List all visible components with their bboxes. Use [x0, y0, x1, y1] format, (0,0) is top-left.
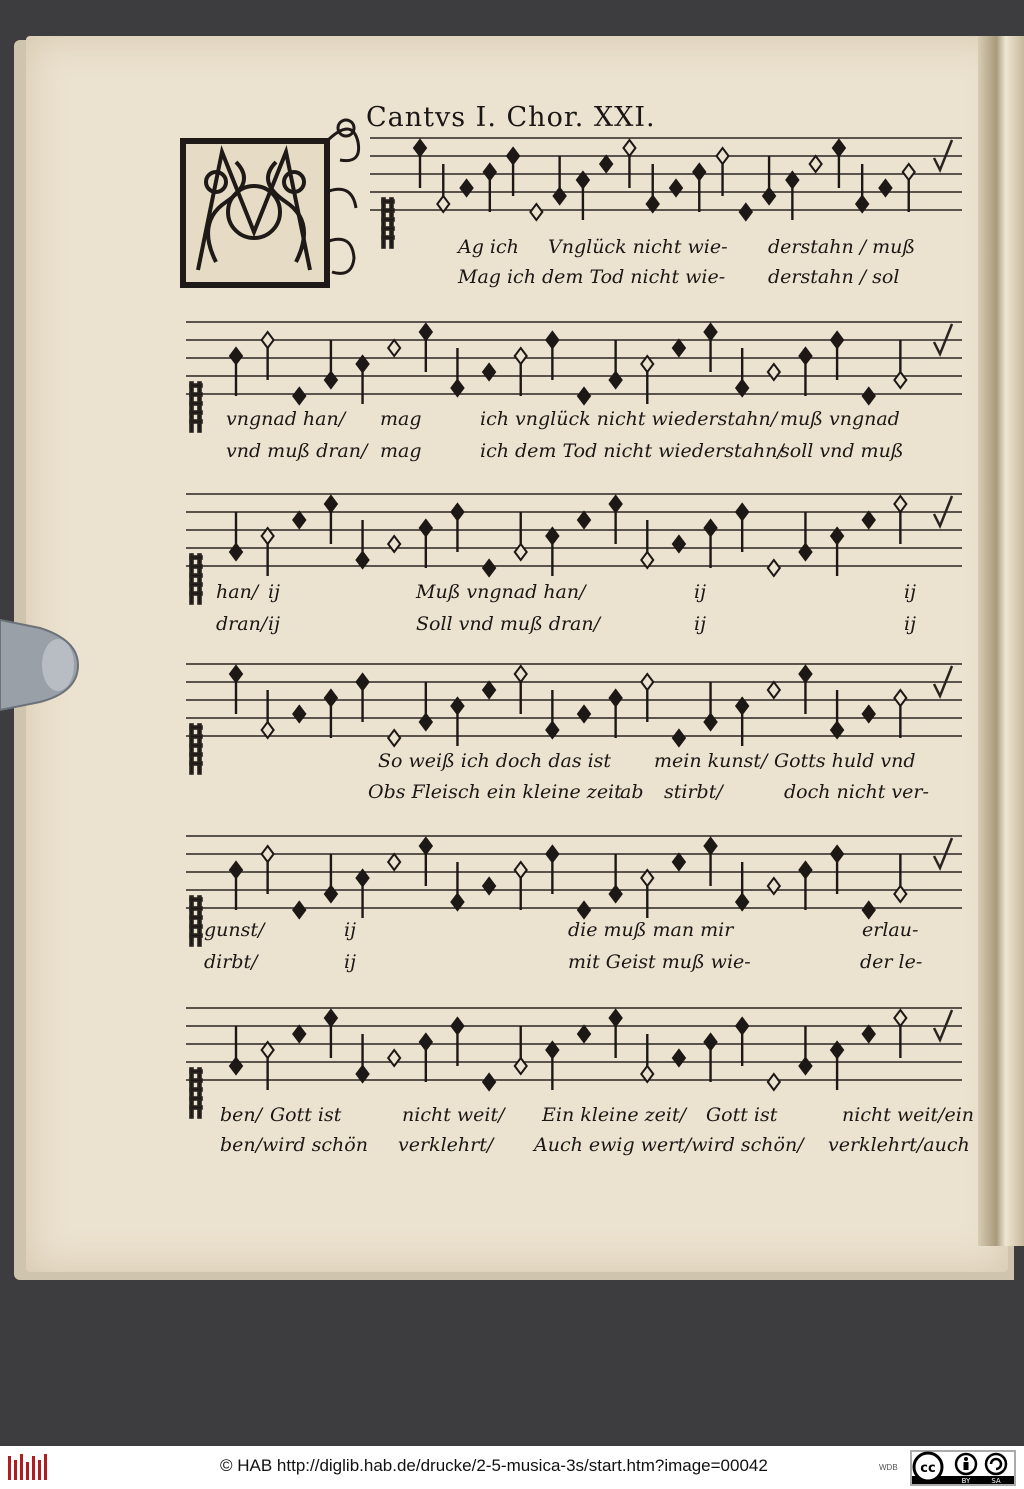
note — [546, 332, 558, 380]
note — [740, 204, 752, 220]
wdb-label: WDB — [879, 1463, 898, 1472]
note — [230, 512, 242, 560]
note — [831, 690, 843, 738]
note — [578, 1026, 590, 1042]
lyric-s5a-1: ij — [344, 919, 356, 941]
note — [262, 332, 274, 380]
lyric-s2b-1: mag — [380, 440, 422, 462]
note — [230, 1026, 242, 1074]
note — [831, 332, 843, 380]
lyric-s4a-0: So weiß ich doch das ist — [378, 750, 612, 772]
lyric-s6b-3: Auch ewig wert/wird schön/ — [534, 1134, 804, 1156]
lyric-s3b-1: ij — [268, 613, 280, 635]
lyric-s5a-0: gunst/ — [204, 919, 265, 941]
note — [388, 536, 400, 552]
lyric-s3a-1: ij — [268, 581, 280, 603]
note — [673, 340, 685, 356]
note — [357, 870, 369, 918]
custos-icon — [934, 496, 952, 526]
note — [451, 504, 463, 552]
note — [546, 846, 558, 894]
note — [831, 1042, 843, 1090]
custos-icon — [934, 838, 952, 868]
note — [262, 528, 274, 576]
note — [451, 698, 463, 746]
lyric-s3a-3: ij — [694, 581, 706, 603]
lyric-s3a-2: Muß vngnad han/ — [416, 581, 586, 603]
lyric-s5b-1: ij — [344, 951, 356, 973]
note — [420, 1034, 432, 1082]
note — [357, 356, 369, 404]
note — [357, 674, 369, 722]
note — [546, 528, 558, 576]
lyric-s6a-3: Ein kleine zeit/ — [542, 1104, 687, 1126]
note — [483, 1074, 495, 1090]
lyric-s6a-0: ben/ — [220, 1104, 263, 1126]
note — [325, 340, 337, 388]
cc-license-badge[interactable] — [910, 1450, 1016, 1486]
note — [863, 512, 875, 528]
note — [894, 340, 906, 388]
note — [647, 164, 659, 212]
note — [262, 690, 274, 738]
note — [451, 862, 463, 910]
note — [530, 204, 542, 220]
note — [515, 348, 527, 396]
lyric-s2b-3: soll vnd muß — [780, 440, 904, 462]
note — [894, 690, 906, 738]
clef-icon — [190, 554, 202, 604]
note — [262, 846, 274, 894]
note — [736, 504, 748, 552]
note — [357, 520, 369, 568]
note — [670, 180, 682, 196]
note — [736, 862, 748, 910]
note — [705, 838, 717, 886]
lyric-s5a-2: die muß man mir — [568, 919, 734, 941]
note — [673, 854, 685, 870]
clef-icon — [190, 724, 202, 774]
staff-1 — [370, 138, 962, 248]
note — [799, 666, 811, 714]
custos-icon — [934, 666, 952, 696]
note — [641, 520, 653, 568]
lyric-s6b-2: verklehrt/ — [398, 1134, 494, 1156]
note — [388, 340, 400, 356]
note — [420, 324, 432, 372]
note — [705, 324, 717, 372]
cc-icon — [914, 1453, 942, 1481]
lyric-s6b-0: ben/ — [220, 1134, 263, 1156]
note — [736, 348, 748, 396]
note — [230, 862, 242, 910]
custos-icon — [934, 1010, 952, 1040]
note — [768, 364, 780, 380]
note — [230, 348, 242, 396]
note — [623, 140, 635, 188]
hab-logo-icon — [6, 1452, 48, 1484]
lyric-s3b-3: ij — [694, 613, 706, 635]
note — [293, 512, 305, 528]
note — [388, 730, 400, 746]
note — [515, 862, 527, 910]
lyric-s3a-4: ij — [904, 581, 916, 603]
note — [736, 1018, 748, 1066]
lyric-s4b-1: ab — [620, 781, 644, 803]
note — [546, 690, 558, 738]
note — [600, 156, 612, 172]
page-title: Cantvs I. Chor. XXI. — [366, 102, 656, 133]
note — [437, 164, 449, 212]
note — [831, 528, 843, 576]
note — [483, 364, 495, 380]
note — [856, 164, 868, 212]
note — [863, 706, 875, 722]
note — [578, 902, 590, 918]
note — [451, 348, 463, 396]
clef-icon — [190, 1068, 202, 1118]
lyric-s3a-0: han/ — [216, 581, 259, 603]
note — [546, 1042, 558, 1090]
note — [483, 878, 495, 894]
note — [325, 690, 337, 738]
note — [483, 682, 495, 698]
note — [673, 536, 685, 552]
note — [578, 388, 590, 404]
note — [293, 1026, 305, 1042]
note — [230, 666, 242, 714]
note — [799, 1026, 811, 1074]
note — [610, 1010, 622, 1058]
note — [799, 862, 811, 910]
sa-icon — [986, 1454, 1006, 1474]
note — [325, 1010, 337, 1058]
lyric-s6a-4: Gott ist — [706, 1104, 778, 1126]
note — [786, 172, 798, 220]
note — [768, 878, 780, 894]
note — [894, 1010, 906, 1058]
staff-6 — [186, 1008, 962, 1118]
note — [693, 164, 705, 212]
note — [810, 156, 822, 172]
note — [894, 854, 906, 902]
note — [799, 512, 811, 560]
note — [483, 560, 495, 576]
note — [262, 1042, 274, 1090]
lyric-s2b-2: ich dem Tod nicht wiederstahn/ — [480, 440, 784, 462]
note — [357, 1034, 369, 1082]
note — [515, 1026, 527, 1074]
note — [578, 706, 590, 722]
lyric-s3b-4: ij — [904, 613, 916, 635]
lyric-s6a-2: nicht weit/ — [402, 1104, 505, 1126]
clef-icon — [190, 896, 202, 946]
svg-text:cc: cc — [920, 1461, 936, 1476]
lyric-s1a-2: derstahn / muß — [768, 236, 916, 258]
note — [515, 666, 527, 714]
lyric-s3b-2: Soll vnd muß dran/ — [416, 613, 601, 635]
lyric-s6a-5: nicht weit/ein — [842, 1104, 975, 1126]
lyric-s6b-1: wird schön — [262, 1134, 368, 1156]
sa-label: SA — [991, 1477, 1001, 1485]
note — [833, 140, 845, 188]
note — [768, 560, 780, 576]
note — [610, 340, 622, 388]
note — [610, 690, 622, 738]
note — [641, 674, 653, 722]
note — [451, 1018, 463, 1066]
lyric-s1b-0: Mag ich dem Tod nicht wie- — [458, 266, 726, 288]
note — [673, 1050, 685, 1066]
note — [578, 512, 590, 528]
note — [420, 520, 432, 568]
clef-icon — [190, 382, 202, 432]
note — [420, 682, 432, 730]
note — [705, 520, 717, 568]
lyric-s2a-3: muß vngnad — [780, 408, 900, 430]
lyric-s4a-1: mein kunst/ — [654, 750, 768, 772]
note — [325, 854, 337, 902]
note — [515, 512, 527, 560]
note — [420, 838, 432, 886]
note — [863, 1026, 875, 1042]
note — [293, 902, 305, 918]
note — [641, 356, 653, 404]
lyric-s1b-1: derstahn / sol — [768, 266, 900, 288]
note — [705, 682, 717, 730]
note — [414, 140, 426, 188]
lyric-s4b-0: Obs Fleisch ein kleine zeit — [368, 781, 622, 803]
lyric-s5b-0: dirbt/ — [204, 951, 258, 973]
lyric-s6a-1: Gott ist — [270, 1104, 342, 1126]
note — [610, 854, 622, 902]
note — [831, 846, 843, 894]
lyric-s1a-1: Vnglück nicht wie- — [548, 236, 728, 258]
clef-icon — [382, 198, 394, 248]
note — [673, 730, 685, 746]
lyric-s1a-0: Ag ich — [458, 236, 519, 258]
lyric-s4b-3: doch nicht ver- — [784, 781, 929, 803]
note — [641, 870, 653, 918]
note — [484, 164, 496, 212]
lyric-s5b-2: mit Geist muß wie- — [568, 951, 751, 973]
note — [293, 388, 305, 404]
lyric-s2b-0: vnd muß dran/ — [226, 440, 368, 462]
note — [863, 902, 875, 918]
note — [388, 854, 400, 870]
lyric-s2a-1: mag — [380, 408, 422, 430]
lyric-s6b-4: verklehrt/auch — [828, 1134, 970, 1156]
note — [894, 496, 906, 544]
custos-icon — [934, 140, 952, 170]
note — [736, 698, 748, 746]
copyright-link[interactable]: © HAB http://diglib.hab.de/drucke/2-5-musica-3s/start.htm?image=00042 — [220, 1456, 768, 1475]
note — [610, 496, 622, 544]
note — [461, 180, 473, 196]
by-label: BY — [961, 1477, 971, 1485]
lyric-s2a-0: vngnad han/ — [226, 408, 346, 430]
note — [799, 348, 811, 396]
note — [705, 1034, 717, 1082]
note — [863, 388, 875, 404]
note — [641, 1034, 653, 1082]
note — [507, 148, 519, 196]
note — [388, 1050, 400, 1066]
note — [763, 156, 775, 204]
note — [554, 156, 566, 204]
note — [879, 180, 891, 196]
lyric-s3b-0: dran/ — [216, 613, 268, 635]
note — [717, 148, 729, 196]
lyric-s4b-2: stirbt/ — [664, 781, 723, 803]
lyric-s4a-2: Gotts huld vnd — [774, 750, 916, 772]
by-icon — [956, 1454, 976, 1474]
note — [325, 496, 337, 544]
note — [293, 706, 305, 722]
lyric-s5a-3: erlau- — [862, 919, 919, 941]
lyric-s5b-3: der le- — [860, 951, 923, 973]
note — [768, 1074, 780, 1090]
custos-icon — [934, 324, 952, 354]
note — [903, 164, 915, 212]
note — [577, 172, 589, 220]
lyric-s2a-2: ich vnglück nicht wiederstahn/ — [480, 408, 778, 430]
note — [768, 682, 780, 698]
